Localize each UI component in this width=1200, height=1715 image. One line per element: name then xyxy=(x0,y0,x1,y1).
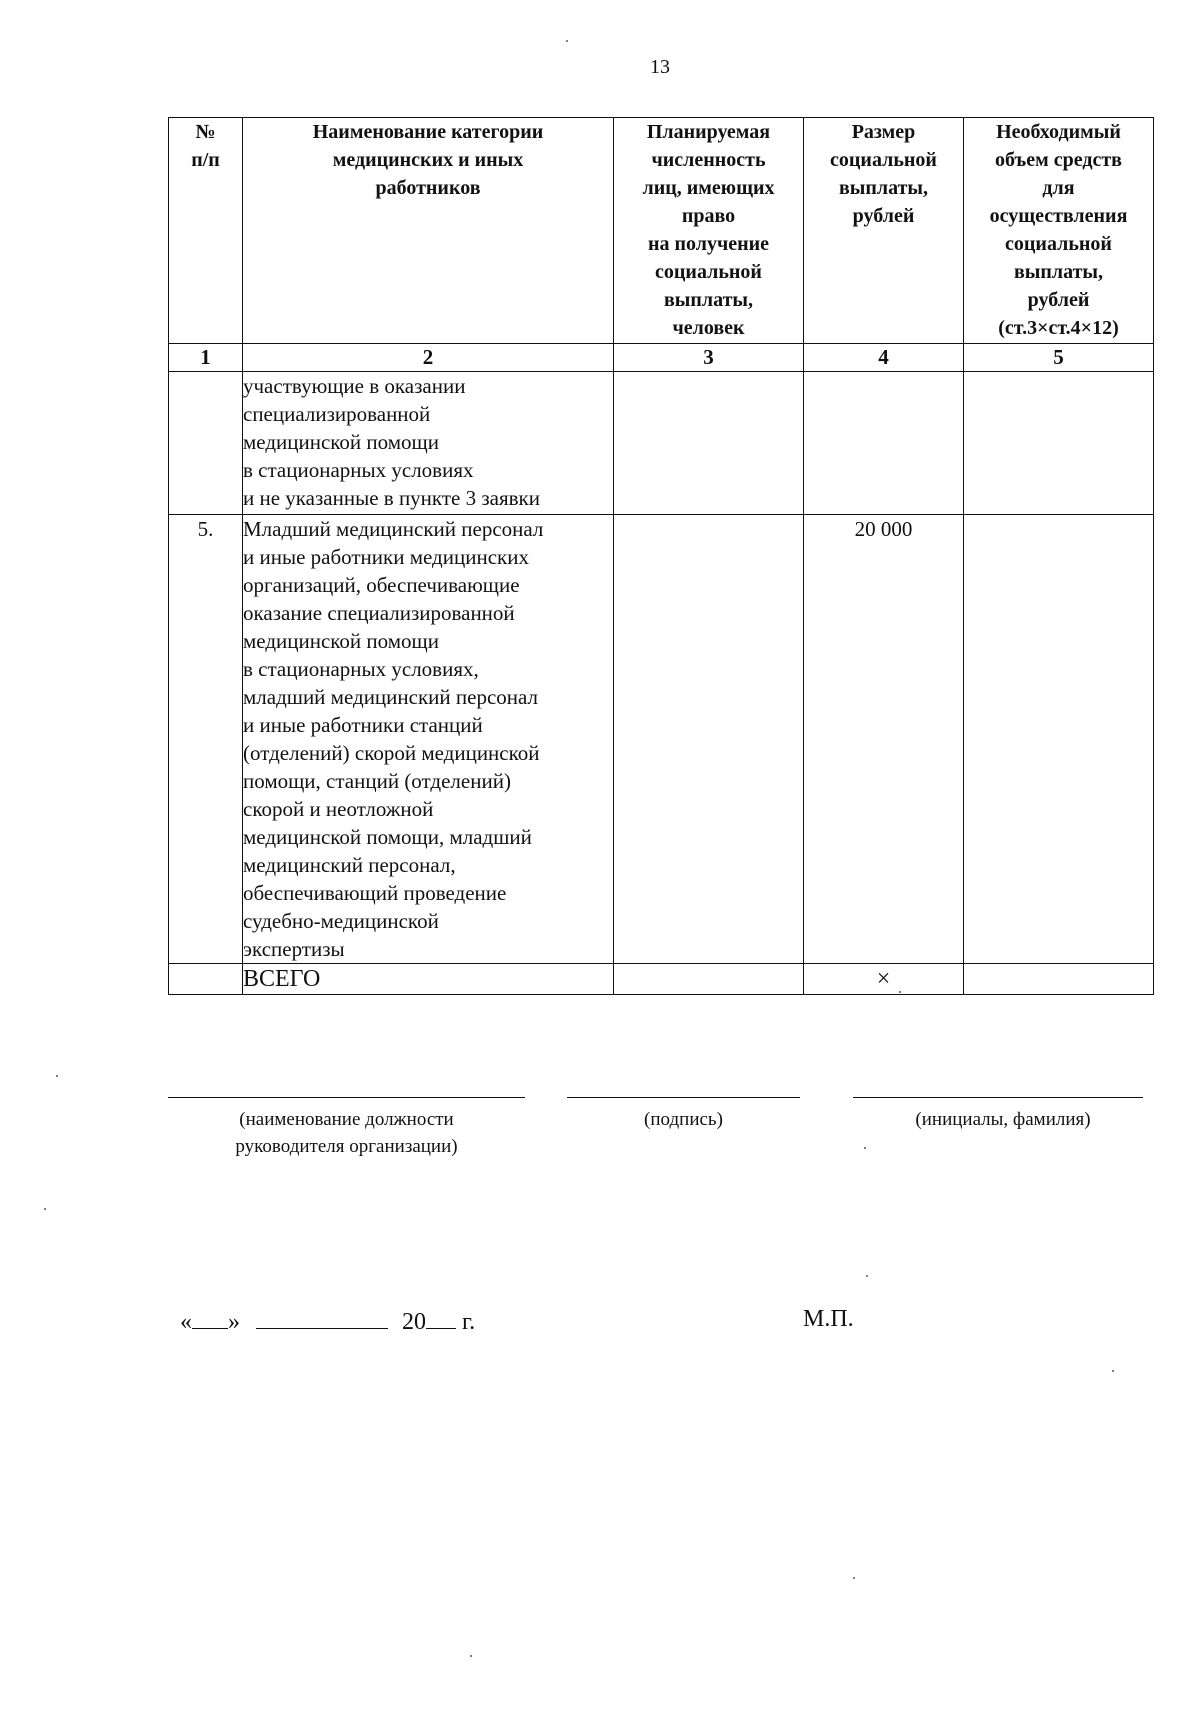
total-index-cell xyxy=(169,964,243,995)
page-number: 13 xyxy=(650,56,670,78)
header-category: Наименование категории медицинских и иных работников xyxy=(243,118,614,344)
scan-speck xyxy=(470,1655,472,1657)
total-amount-mark: × xyxy=(804,964,964,995)
row-planned-count xyxy=(614,372,804,515)
total-label: ВСЕГО xyxy=(243,964,614,995)
date-close-quote: » xyxy=(228,1309,240,1335)
scan-speck xyxy=(866,1275,868,1277)
year-prefix: 20 xyxy=(402,1309,426,1335)
position-caption: (наименование должности руководителя организации) xyxy=(235,1109,458,1157)
row-index: 5. xyxy=(169,515,243,964)
payment-table xyxy=(168,117,1154,995)
row-category: участвующие в оказании специализированной медицинской помощи в стационарных условиях и не указанные в пункте 3 заявки xyxy=(243,372,614,515)
row-payment-amount xyxy=(804,372,964,515)
row-required-funds xyxy=(964,515,1154,964)
month-blank xyxy=(256,1306,388,1329)
total-funds-cell xyxy=(964,964,1154,995)
column-number: 2 xyxy=(243,344,614,372)
scan-speck xyxy=(44,1208,46,1210)
table-header-row xyxy=(169,118,1154,344)
row-planned-count xyxy=(614,515,804,964)
column-number: 3 xyxy=(614,344,804,372)
scan-speck xyxy=(1112,1370,1114,1372)
header-planned-count: Планируемая численность лиц, имеющих право на получение социальной выплаты, человек xyxy=(614,118,804,344)
row-payment-amount: 20 000 xyxy=(804,515,964,964)
total-row xyxy=(169,964,1154,995)
header-required-funds: Необходимый объем средств для осуществления социальной выплаты, рублей (ст.3×ст.4×12) xyxy=(964,118,1154,344)
day-blank xyxy=(192,1306,228,1329)
date-field xyxy=(180,1306,475,1336)
column-number: 5 xyxy=(964,344,1154,372)
header-payment-amount: Размер социальной выплаты, рублей xyxy=(804,118,964,344)
table-row xyxy=(169,372,1154,515)
signature-line xyxy=(567,1097,800,1098)
year-suffix: г. xyxy=(462,1309,476,1335)
column-number: 1 xyxy=(169,344,243,372)
name-signature-line xyxy=(853,1097,1143,1098)
date-open-quote: « xyxy=(180,1309,192,1335)
column-number-row xyxy=(169,344,1154,372)
position-signature-line xyxy=(168,1097,525,1098)
name-caption: (инициалы, фамилия) xyxy=(915,1109,1091,1130)
column-number: 4 xyxy=(804,344,964,372)
signature-caption: (подпись) xyxy=(644,1109,723,1130)
scan-speck xyxy=(864,1147,866,1149)
year-blank xyxy=(426,1306,456,1329)
row-index xyxy=(169,372,243,515)
table-row xyxy=(169,515,1154,964)
scan-speck xyxy=(566,40,568,42)
total-planned-cell xyxy=(614,964,804,995)
stamp-label: М.П. xyxy=(803,1306,854,1332)
header-index: № п/п xyxy=(169,118,243,344)
row-category: Младший медицинский персонал и иные работники медицинских организаций, обеспечивающие оказание специализированной медицинской помощи в стационарных условиях, младший медицинский персонал и иные работники станций (отделений) скорой медицинской помощи, станций (отделений) скорой и неотложной медицинской помощи, младший медицинский персонал, обеспечивающий проведение судебно-медицинской экспертизы xyxy=(243,515,614,964)
scan-speck xyxy=(56,1075,58,1077)
scan-speck xyxy=(899,991,901,993)
scan-speck xyxy=(853,1577,855,1579)
row-required-funds xyxy=(964,372,1154,515)
